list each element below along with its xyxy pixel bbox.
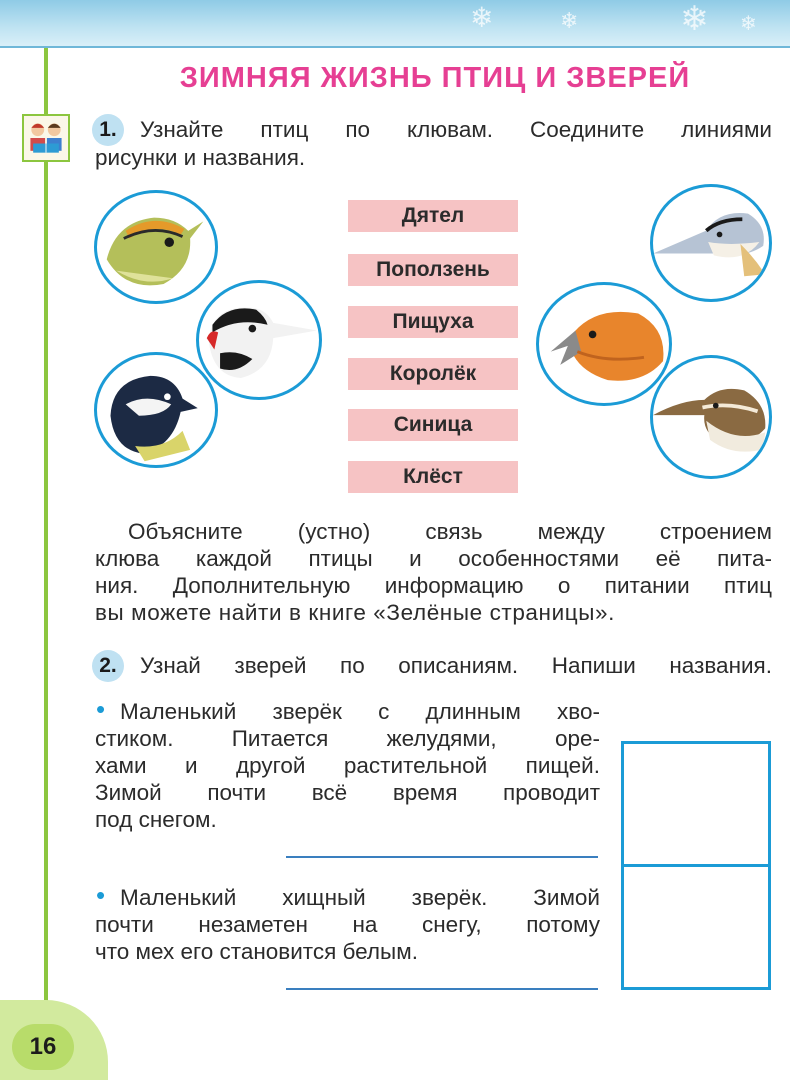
answer-box-2[interactable] bbox=[621, 864, 771, 990]
nuthatch-picture[interactable] bbox=[650, 184, 772, 302]
answer-line-1[interactable] bbox=[286, 856, 598, 858]
reading-children-icon bbox=[22, 114, 70, 162]
snowflake-icon: ❄ bbox=[680, 0, 709, 38]
bullet-icon: • bbox=[96, 694, 106, 724]
bird-name-label[interactable]: Королёк bbox=[348, 358, 518, 390]
page-number: 16 bbox=[12, 1024, 74, 1070]
task1-question-line: Узнайте птиц по клювам. Соедините линиями bbox=[140, 117, 772, 142]
woodpecker-picture[interactable] bbox=[196, 280, 322, 400]
riddle2-line: Маленький хищный зверёк. Зимой bbox=[120, 885, 600, 910]
bird-name-label[interactable]: Поползень bbox=[348, 254, 518, 286]
task-number-badge: 1. bbox=[92, 114, 124, 146]
bird-name-label[interactable]: Клёст bbox=[348, 461, 518, 493]
explain-line: клюва каждой птицы и особенностями её пита- bbox=[95, 546, 772, 571]
task-number-badge: 2. bbox=[92, 650, 124, 682]
riddle1-line: Зимой почти всё время проводит bbox=[95, 780, 600, 805]
riddle1-line: стиком. Питается желудями, оре- bbox=[95, 726, 600, 751]
answer-box-1[interactable] bbox=[621, 741, 771, 867]
riddle1-line: под снегом. bbox=[95, 807, 217, 832]
tit-picture[interactable] bbox=[94, 352, 218, 468]
header-band bbox=[0, 0, 790, 48]
task2-question: Узнай зверей по описаниям. Напиши названия. bbox=[140, 653, 772, 678]
snowflake-icon: ❄ bbox=[470, 2, 494, 33]
goldcrest-picture[interactable] bbox=[94, 190, 218, 304]
riddle1-line: Маленький зверёк с длинным хво- bbox=[120, 699, 600, 724]
riddle1-line: хами и другой растительной пищей. bbox=[95, 753, 600, 778]
riddle2-line: что мех его становится белым. bbox=[95, 939, 418, 964]
crossbill-picture[interactable] bbox=[536, 282, 672, 406]
bird-name-label[interactable]: Дятел bbox=[348, 200, 518, 232]
bird-name-label[interactable]: Пищуха bbox=[348, 306, 518, 338]
bullet-icon: • bbox=[96, 880, 106, 910]
snowflake-icon: ❄ bbox=[740, 13, 757, 35]
task1-question-line: рисунки и названия. bbox=[95, 145, 306, 170]
explain-line: ния. Дополнительную информацию о питании птиц bbox=[95, 573, 772, 598]
page-title: ЗИМНЯЯ ЖИЗНЬ ПТИЦ И ЗВЕРЕЙ bbox=[179, 62, 691, 94]
explain-line: Объясните (устно) связь между строением bbox=[128, 519, 772, 544]
snowflake-icon: ❄ bbox=[560, 8, 579, 33]
margin-line bbox=[44, 48, 48, 1023]
treecreeper-picture[interactable] bbox=[650, 355, 772, 479]
explain-line: вы можете найти в книге «Зелёные страницы». bbox=[95, 600, 615, 625]
riddle2-line: почти незаметен на снегу, потому bbox=[95, 912, 600, 937]
bird-name-label[interactable]: Синица bbox=[348, 409, 518, 441]
answer-line-2[interactable] bbox=[286, 988, 598, 990]
